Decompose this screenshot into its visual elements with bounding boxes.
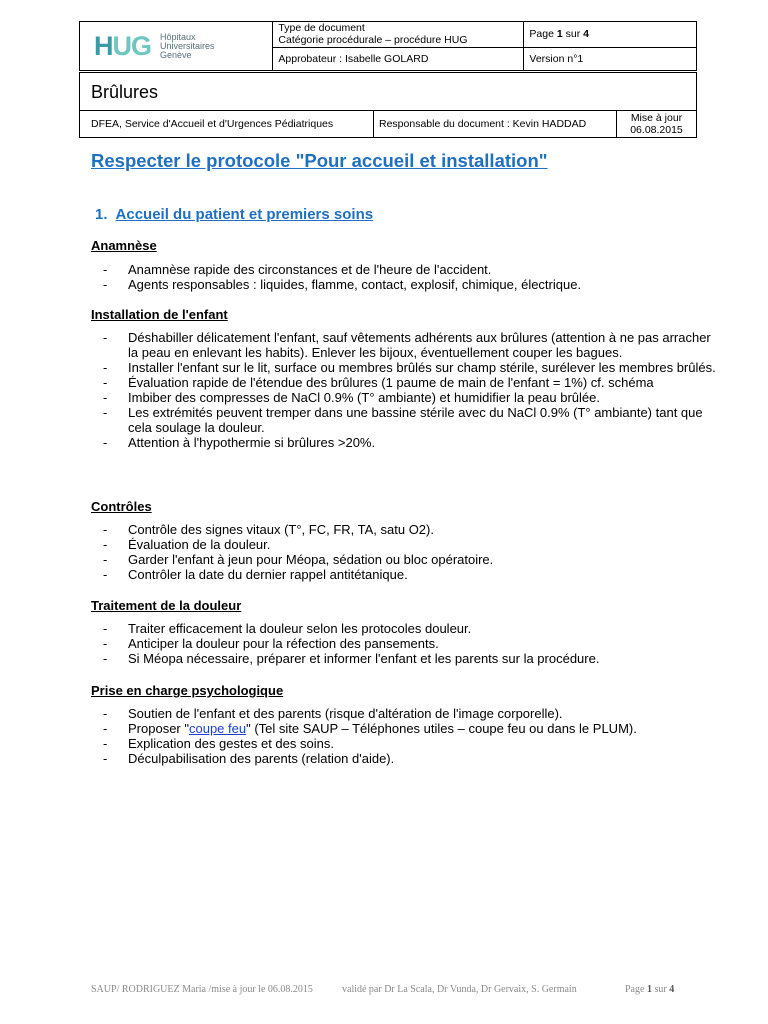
list-item: - Si Méopa nécessaire, préparer et informer l'enfant et les parents sur la procédure. [101,651,721,666]
list-item: - Attention à l'hypothermie si brûlures >20%. [101,435,721,450]
hug-logo-mark: HUG [94,31,151,61]
document-name: Brûlures [80,73,697,111]
hug-logo [80,22,273,71]
list-item: - Explication des gestes et des soins. [101,736,721,751]
list-item: - Traiter efficacement la douleur selon les protocoles douleur. [101,621,721,636]
list-item: - Anticiper la douleur pour la réfection des pansements. [101,636,721,651]
list-item: - Déshabiller délicatement l'enfant, sauf vêtements adhérents aux brûlures (attention à ne pas arracher la peau en enlevant les habits). Enlever les bijoux, éventuellement couper les bagues. [101,330,721,360]
version: Version n°1 [524,47,697,70]
protocol-title: Respecter le protocole "Pour accueil et installation" [91,150,548,171]
service-name: DFEA, Service d'Accueil et d'Urgences Pédiatriques [80,111,374,138]
approver: Approbateur : Isabelle GOLARD [273,47,524,70]
update-date: Mise à jour 06.08.2015 [617,111,697,138]
list-item: - Évaluation rapide de l'étendue des brûlures (1 paume de main de l'enfant = 1%) cf. schéma [101,375,721,390]
controles-heading: Contrôles [91,499,152,514]
footer-page: Page 1 sur 4 [625,984,675,995]
list-item: - Déculpabilisation des parents (relation d'aide). [101,751,721,766]
list-item: - Évaluation de la douleur. [101,537,721,552]
service-row [79,110,697,138]
list-item: - Soutien de l'enfant et des parents (risque d'altération de l'image corporelle). [101,706,721,721]
douleur-list [101,621,721,666]
document-header [79,21,697,71]
list-item: - Agents responsables : liquides, flamme, contact, explosif, chimique, électrique. [101,277,721,292]
list-item: - Anamnèse rapide des circonstances et de l'heure de l'accident. [101,262,721,277]
list-item: - Contrôler la date du dernier rappel antitétanique. [101,567,721,582]
list-item: - Installer l'enfant sur le lit, surface ou membres brûlés sur champ stérile, surélever les membres brûlés. [101,360,721,375]
list-item: - Les extrémités peuvent tremper dans une bassine stérile avec du NaCl 0.9% (T° ambiante) tant que cela soulage la douleur. [101,405,721,435]
list-item: - Contrôle des signes vitaux (T°, FC, FR, TA, satu O2). [101,522,721,537]
page-indicator: Page 1 sur 4 [524,22,697,48]
hug-logo-text: Hôpitaux Universitaires Genève [160,31,215,60]
anamnese-list [101,262,721,292]
psycho-heading: Prise en charge psychologique [91,683,284,698]
footer-validation: validé par Dr La Scala, Dr Vunda, Dr Gervaix, S. Germain [342,984,577,995]
document-type: Type de document Catégorie procédurale – procédure HUG [273,22,524,48]
list-item: - Imbiber des compresses de NaCl 0.9% (T° ambiante) et humidifier la peau brûlée. [101,390,721,405]
list-item: - Proposer "coupe feu" (Tel site SAUP – Téléphones utiles – coupe feu ou dans le PLUM). [101,721,721,736]
footer-author: SAUP/ RODRIGUEZ Maria /mise à jour le 06.08.2015 [91,984,313,995]
controles-list [101,522,721,582]
psycho-list [101,706,721,766]
installation-heading: Installation de l'enfant [91,307,228,322]
list-item: - Garder l'enfant à jeun pour Méopa, sédation ou bloc opératoire. [101,552,721,567]
douleur-heading: Traitement de la douleur [91,598,242,613]
document-responsible: Responsable du document : Kevin HADDAD [374,111,617,138]
coupe-feu-link[interactable]: coupe feu [188,721,247,736]
section-heading: 1. Accueil du patient et premiers soins [95,206,374,223]
installation-list [101,330,721,450]
title-row [79,72,697,111]
anamnese-heading: Anamnèse [91,238,157,253]
